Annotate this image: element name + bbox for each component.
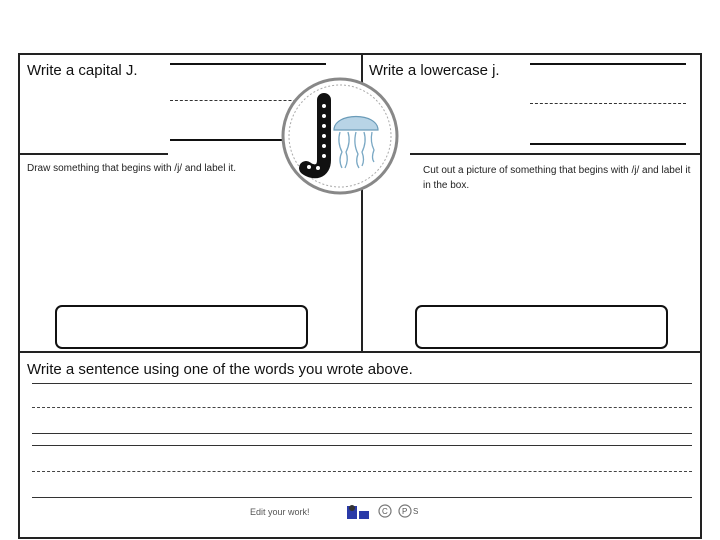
- lowercase-base-line: [530, 143, 686, 145]
- draw-prompt: Draw something that begins with /j/ and label it.: [27, 163, 236, 174]
- draw-label-box[interactable]: [55, 305, 308, 349]
- writing-line-6[interactable]: [32, 497, 692, 498]
- cut-prompt: Cut out a picture of something that begins with /j/ and label it in the box.: [423, 165, 691, 191]
- writing-line-4[interactable]: [32, 445, 692, 446]
- sentence-prompt: Write a sentence using one of the words you wrote above.: [27, 361, 413, 378]
- capital-top-line: [170, 63, 326, 65]
- checklist-icon: [345, 503, 435, 523]
- middle-divider: [20, 351, 702, 353]
- svg-text:S: S: [413, 507, 419, 516]
- svg-text:C: C: [382, 507, 388, 516]
- writing-line-2[interactable]: [32, 407, 692, 408]
- lowercase-mid-line: [530, 103, 686, 104]
- svg-text:P: P: [402, 507, 408, 516]
- top-left-divider: [20, 153, 168, 155]
- lowercase-prompt: Write a lowercase j.: [369, 62, 500, 79]
- writing-line-1[interactable]: [32, 383, 692, 384]
- lowercase-top-line: [530, 63, 686, 65]
- cut-label-box[interactable]: [415, 305, 668, 349]
- writing-line-5[interactable]: [32, 471, 692, 472]
- top-right-divider: [410, 153, 702, 155]
- capital-prompt: Write a capital J.: [27, 62, 138, 79]
- letter-j-emblem: [280, 76, 400, 196]
- edit-your-work-label: Edit your work!: [250, 507, 310, 517]
- writing-line-3[interactable]: [32, 433, 692, 434]
